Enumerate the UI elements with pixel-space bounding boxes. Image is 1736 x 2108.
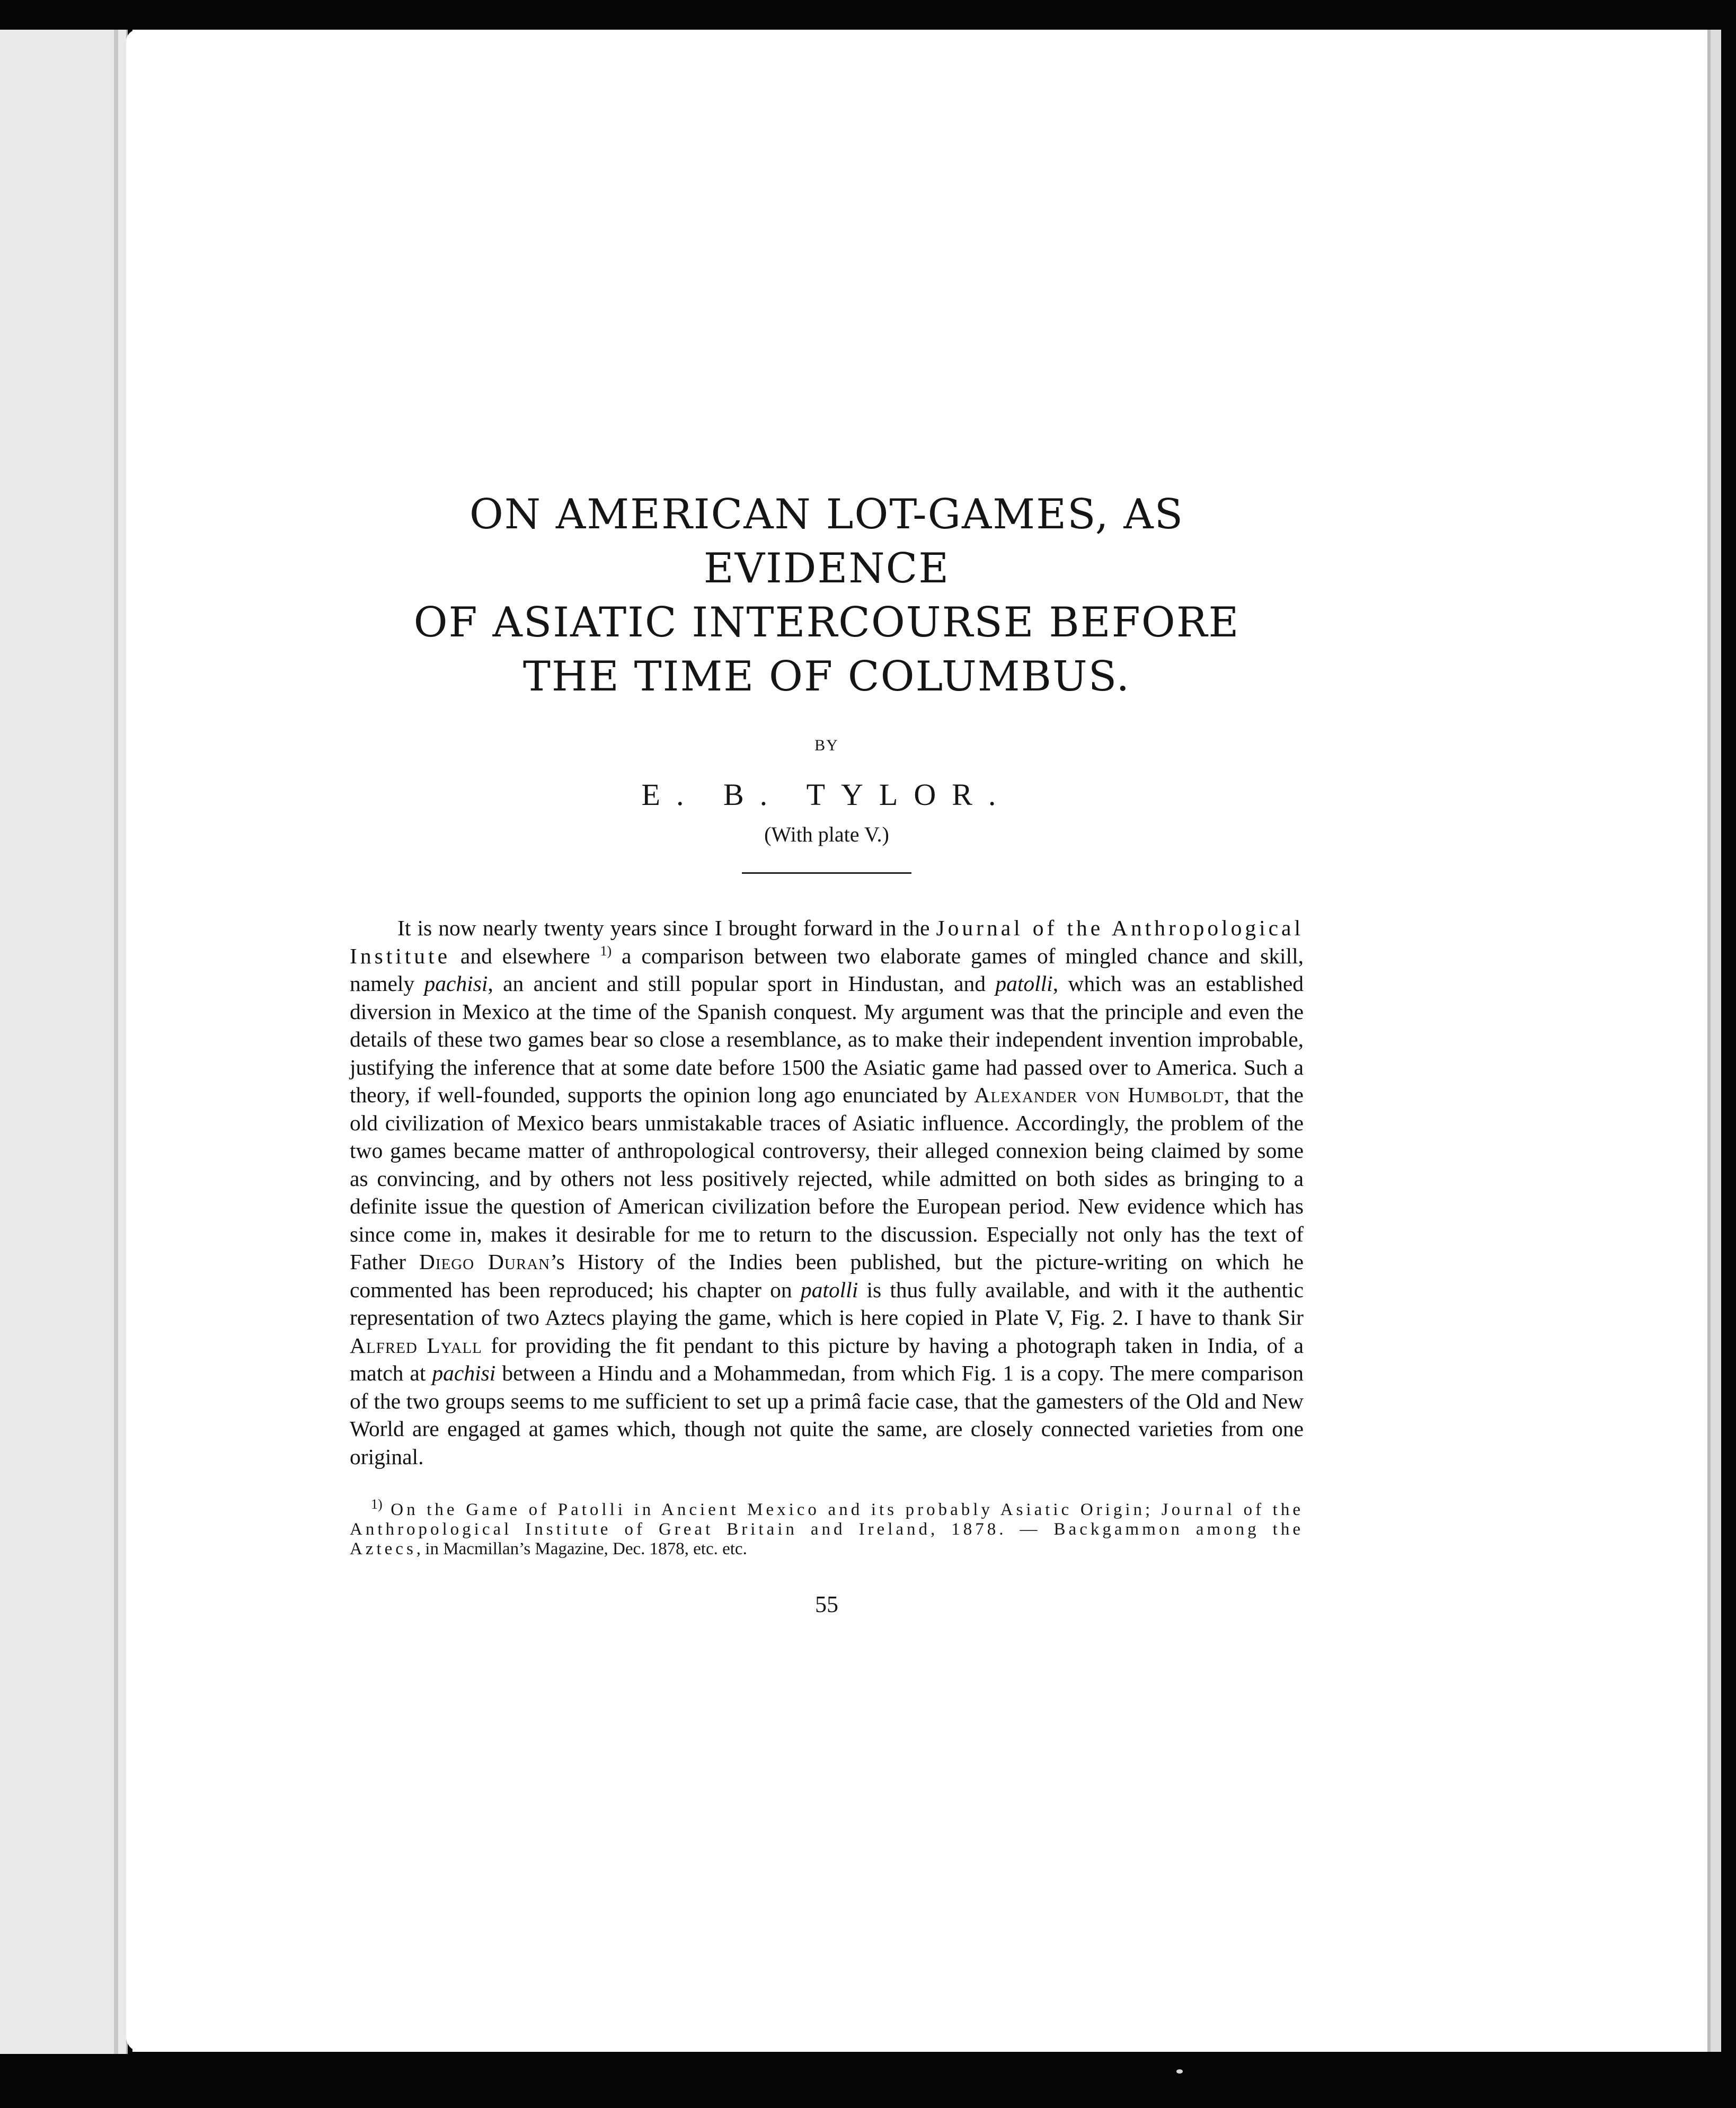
author-name: E. B. TYLOR.	[641, 777, 1012, 812]
game-name: pachisi	[424, 971, 488, 996]
page-right-edge	[1711, 30, 1721, 2052]
person-name: Alexander von Humboldt	[974, 1083, 1224, 1107]
title-line: ON AMERICAN LOT-GAMES, AS EVIDENCE	[469, 491, 1184, 592]
underlying-page-edge	[114, 30, 118, 2054]
footnote	[350, 1496, 1304, 1559]
text-run: , which was an established diversion in Mexico at the time of the Spanish conquest. My argument was that the principle and even the details of these two games bear so close a resemblance, as to make their independent invention improbable, justifying the inference that at some date before 1500 the Asiatic game had passed over to America. Such a theory, if well-founded, supports the opinion long ago enunciated by	[350, 971, 1304, 1107]
footnote-mark: 1)	[371, 1496, 383, 1512]
game-name: patolli	[995, 971, 1053, 996]
game-name: pachisi	[432, 1361, 496, 1385]
title-line: THE TIME OF COLUMBUS.	[522, 653, 1131, 701]
game-name: patolli	[800, 1277, 858, 1302]
scan-speck	[1176, 2069, 1183, 2074]
text-run: ’s History of the Indies been published, but the picture-writing on which he commented has been reproduced; his chapter on	[350, 1250, 1304, 1302]
text-run: and elsewhere	[450, 943, 600, 968]
text-run: between a Hindu and a Mohammedan, from which Fig. 1 is a copy. The mere comparison of the two groups seems to me sufficient to set up a primâ facie case, that the gamesters of the Old and New World are engaged at games which, though not quite the same, are closely connected varieties from one original.	[350, 1361, 1304, 1469]
footnote-text: Backgammon among the Aztecs	[350, 1520, 1304, 1558]
person-name: Diego Duran	[419, 1250, 551, 1274]
title-divider	[742, 872, 911, 874]
person-name: Alfred Lyall	[350, 1333, 482, 1358]
article-title	[350, 488, 1304, 704]
text-run: , an ancient and still popular sport in Hindustan, and	[488, 971, 996, 996]
page-right-edge-shadow	[1707, 30, 1711, 2052]
scanner-border-bottom	[0, 2052, 1736, 2108]
text-run: It is now nearly twenty years since I brought forward in the	[397, 916, 936, 940]
title-line: OF ASIATIC INTERCOURSE BEFORE	[413, 599, 1240, 646]
text-run: , that the old civilization of Mexico bears unmistakable traces of Asiatic influence. Accordingly, the problem of the two games became matter of anthropological controversy, their alleged connexion being claimed by some as convincing, and by others not less positively rejected, while admitted on both sides as bringing to a definite issue the question of American civilization before the European period. New evidence which has since come in, makes it desirable for me to return to the discussion. Especially not only has the text of Father	[350, 1083, 1304, 1274]
underlying-page	[0, 30, 128, 2054]
article	[350, 488, 1304, 1618]
text-run: a comparison between two elaborate games of mingled chance and skill, namely	[350, 943, 1304, 996]
footnote-text: On the Game of Patolli in Ancient Mexico and its probably Asiatic Origin; Journal of the Anthropological Institute of Great Britain and Ireland, 1878. —	[350, 1500, 1304, 1539]
footnote-text: , in Macmillan’s Magazine, Dec. 1878, etc. etc.	[416, 1539, 747, 1558]
journal-title: Journal of the Anthropological Institute	[350, 916, 1304, 968]
text-run: for providing the fit pendant to this picture by having a photograph taken in India, of a match at	[350, 1333, 1304, 1385]
text-run: is thus fully available, and with it the authentic representation of two Aztecs playing the game, which is here copied in Plate V, Fig. 2. I have to thank Sir	[350, 1277, 1304, 1330]
page-number: 55	[815, 1591, 838, 1617]
scanner-border-right	[1721, 0, 1736, 2108]
scanner-border-top	[0, 0, 1736, 30]
body-paragraph	[350, 914, 1304, 1471]
footnote-reference: 1)	[600, 943, 612, 959]
byline: BY	[814, 737, 839, 754]
plate-note: (With plate V.)	[764, 822, 889, 846]
